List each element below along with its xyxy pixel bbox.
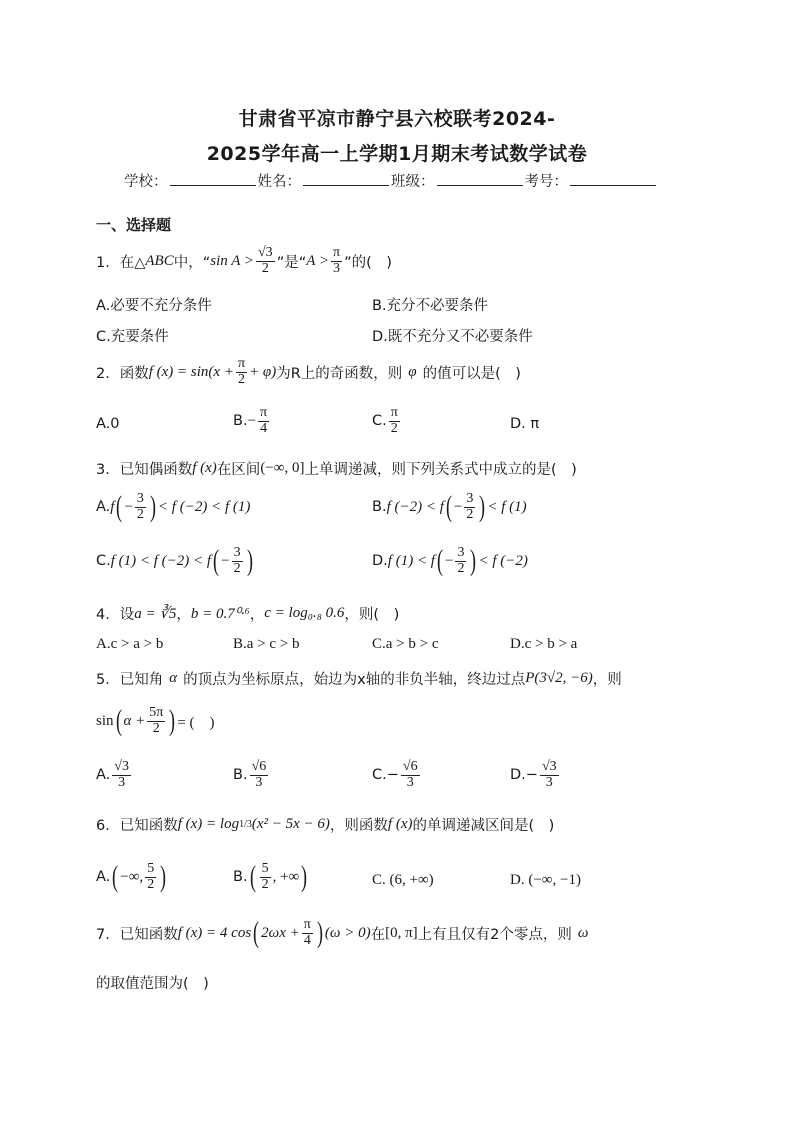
q3-option-a-paren-close: )	[149, 490, 156, 524]
q6-option-a-paren-close: )	[160, 860, 167, 894]
q7-expr-a: f (x) = 4 cos	[177, 924, 252, 941]
q4-sep-1: ，	[176, 607, 191, 623]
q3-option-a-tail: < f (−2) < f (1)	[157, 498, 251, 515]
question-3	[96, 458, 577, 479]
q5-option-c-label: C.−	[372, 767, 399, 784]
q4-b-expr: b = 0.7⁰·⁶	[190, 606, 250, 622]
q6-number: 6．	[96, 818, 120, 834]
q5-option-a[interactable]	[96, 760, 133, 790]
q5-option-d[interactable]	[510, 760, 561, 790]
q1-triangle: ABC	[145, 252, 174, 269]
q2-expr-a: f (x) = sin(x +	[148, 363, 234, 380]
q7-expr-b: 2ωx +	[261, 924, 300, 941]
q5-option-c[interactable]	[372, 760, 422, 790]
q3-option-a-label: A.	[96, 499, 111, 516]
name-blank[interactable]	[303, 173, 389, 186]
q3-interval: (−∞, 0]	[260, 460, 305, 476]
q6-option-a-label: A.	[96, 869, 111, 886]
q5-line2-tail: = ( )	[177, 714, 215, 731]
q1-number: 1．	[96, 254, 120, 271]
q2-option-c-fraction: $\frac{\pi}{2}$	[390, 405, 398, 436]
q1-rhs: A >	[306, 252, 329, 269]
q3-option-c[interactable]	[96, 546, 255, 576]
q3-option-d-tail: < f (−2)	[478, 552, 528, 569]
q3-option-c-mid: f (1) < f (−2) < f	[110, 552, 212, 569]
question-7	[96, 918, 588, 948]
q3-option-a-fraction: $\frac{3}{2}$	[136, 491, 144, 522]
q1-option-a[interactable]: A.必要不充分条件	[96, 298, 212, 314]
q3-option-c-paren-close: )	[246, 544, 253, 578]
q5-paren-open: (	[115, 704, 122, 738]
q6-base: 1/3	[239, 819, 252, 830]
q5-alpha-plus: α +	[123, 712, 146, 729]
q6-option-a-paren-open: (	[112, 860, 119, 894]
q1-mid: ”是“	[276, 254, 307, 271]
q3-option-c-minus: −	[221, 552, 230, 569]
q6-option-d[interactable]: D. (−∞, −1)	[510, 872, 581, 888]
q3-text-b: 在区间	[216, 462, 261, 478]
q5-tail: ，则	[592, 672, 622, 688]
q6-fx: f (x)	[387, 816, 413, 832]
q3-option-b[interactable]	[372, 492, 527, 522]
q6-option-b-paren-close: )	[301, 860, 308, 894]
q3-option-c-fraction: $\frac{3}{2}$	[233, 545, 241, 576]
q2-text-a: 函数	[119, 365, 149, 382]
q3-tail: 上单调递减，则下列关系式中成立的是( )	[304, 462, 577, 478]
q5-option-b-fraction: $\frac{√6}{3}$	[251, 759, 267, 790]
q7-number: 7．	[96, 926, 120, 943]
question-4	[96, 603, 399, 624]
q7-text-c: 上有且仅有2个零点，则	[417, 926, 572, 943]
q7-expr-c: (ω > 0)	[324, 924, 371, 941]
q3-option-b-tail: < f (1)	[487, 498, 527, 515]
q1-lhs: sin A >	[210, 252, 254, 269]
q2-expr-b: + φ)	[249, 363, 277, 380]
school-blank[interactable]	[170, 173, 256, 186]
q7-paren-open: (	[253, 916, 260, 950]
q3-option-a-minus: −	[124, 498, 133, 515]
q1-tail: ”的( )	[344, 254, 392, 271]
q3-option-b-paren-open: (	[445, 490, 452, 524]
q2-text-b: 为R上的奇函数，则	[276, 365, 403, 382]
q3-option-d[interactable]	[372, 546, 528, 576]
q6-option-a-fraction: $\frac{5}{2}$	[147, 861, 155, 892]
q1-text-a: 在△	[119, 254, 146, 271]
question-5-line-2	[96, 706, 215, 736]
title-line-2: 2025学年高一上学期1月期末考试数学试卷	[206, 143, 588, 165]
q6-text-b: ，则函数	[329, 818, 388, 834]
q3-option-d-label: D.	[372, 553, 388, 570]
q2-phi: φ	[408, 363, 417, 380]
q6-expr: f (x) = log	[177, 816, 240, 832]
q7-paren-close: )	[316, 916, 323, 950]
q5-text-a: 已知角	[119, 672, 164, 688]
name-label: 姓名：	[257, 174, 301, 190]
q2-number: 2．	[96, 365, 120, 382]
q5-option-b-label: B.	[233, 767, 248, 784]
q1-option-d[interactable]: D.既不充分又不必要条件	[372, 329, 533, 345]
question-5	[96, 668, 622, 689]
class-blank[interactable]	[437, 173, 523, 186]
q3-option-a-paren-open: (	[116, 490, 123, 524]
class-label: 班级：	[391, 174, 435, 190]
q4-option-b[interactable]: B.a > c > b	[233, 636, 300, 652]
q5-option-c-fraction: $\frac{√6}{3}$	[402, 759, 418, 790]
q3-option-d-paren-close: )	[470, 544, 477, 578]
q3-option-d-mid: f (1) < f	[387, 552, 435, 569]
q4-option-c[interactable]: C.a > b > c	[372, 636, 439, 652]
q3-option-b-minus: −	[453, 498, 463, 515]
q2-option-a[interactable]: A.0	[96, 416, 120, 432]
q5-fraction: $\frac{5\pi}{2}$	[149, 705, 164, 736]
q2-option-d[interactable]: D. π	[510, 416, 540, 432]
q3-option-c-label: C.	[96, 553, 111, 570]
q6-arg: (x² − 5x − 6)	[251, 816, 330, 832]
q6-option-a-left: −∞,	[120, 868, 144, 885]
q5-paren-close: )	[169, 704, 176, 738]
q5-alpha: α	[169, 670, 178, 686]
q5-option-a-fraction: $\frac{√3}{3}$	[114, 759, 129, 790]
q4-tail: ，则( )	[344, 607, 400, 623]
q7-text-b: 在	[370, 926, 386, 943]
q6-option-b-paren-open: (	[249, 860, 256, 894]
q7-text-a: 已知函数	[119, 926, 178, 943]
q6-option-b-label: B.	[233, 869, 248, 886]
q6-option-b-right: , +∞	[272, 868, 300, 885]
q6-option-b-fraction: $\frac{5}{2}$	[261, 861, 269, 892]
q3-text-a: 已知偶函数	[119, 462, 193, 478]
q5-point: P(3√2, −6)	[525, 670, 593, 686]
q2-fraction: $\frac{\pi}{2}$	[237, 356, 246, 387]
q5-option-d-fraction: $\frac{√3}{3}$	[541, 759, 557, 790]
q2-option-b-label: B.	[233, 413, 248, 430]
q4-sep-2: ，	[249, 607, 265, 623]
q3-option-b-mid: f (−2) < f	[386, 498, 444, 515]
q3-option-d-minus: −	[444, 552, 454, 569]
q3-option-d-paren-open: (	[436, 544, 443, 578]
q1-option-c[interactable]: C.充要条件	[96, 329, 169, 345]
q2-option-c[interactable]	[372, 406, 402, 436]
q3-fx: f (x)	[192, 460, 217, 476]
section-title: 一、选择题	[96, 216, 172, 234]
q6-option-b[interactable]	[233, 862, 309, 892]
exam-number-blank[interactable]	[570, 173, 656, 186]
q5-option-b[interactable]	[233, 760, 270, 790]
q1-fraction-1: $\frac{√3}{2}$	[258, 245, 273, 276]
question-2	[96, 357, 521, 387]
q2-option-b-fraction: $\frac{\pi}{4}$	[260, 405, 268, 436]
q5-option-d-label: D.−	[510, 767, 538, 784]
q6-option-a[interactable]	[96, 862, 168, 892]
student-info-row	[124, 170, 658, 191]
exam-number-label: 考号：	[524, 174, 568, 190]
q4-option-a[interactable]: A.c > a > b	[96, 636, 164, 652]
q1-fraction-2: $\frac{\pi}{3}$	[332, 245, 341, 276]
q5-text-b: 的顶点为坐标原点，始边为x轴的非负半轴，终边过点	[183, 672, 526, 688]
q6-text-a: 已知函数	[119, 818, 178, 834]
q1-option-b[interactable]: B.充分不必要条件	[372, 298, 489, 314]
q3-option-a[interactable]	[96, 492, 250, 522]
q4-number: 4．	[96, 607, 120, 623]
q4-c-expr: c = log₀.₈ 0.6	[264, 605, 345, 621]
title-line-1: 甘肃省平凉市静宁县六校联考2024-	[238, 108, 556, 130]
q4-a-expr: a = ∛5	[134, 606, 177, 622]
q3-option-c-paren-open: (	[213, 544, 220, 578]
school-label: 学校：	[124, 174, 168, 190]
q3-number: 3．	[96, 462, 120, 478]
q6-tail: 的单调递减区间是( )	[412, 818, 555, 834]
q7-fraction: $\frac{\pi}{4}$	[303, 917, 311, 948]
q2-tail: 的值可以是( )	[422, 365, 521, 382]
q3-option-b-fraction: $\frac{3}{2}$	[466, 491, 474, 522]
q2-option-b[interactable]	[233, 406, 271, 436]
q1-text-b: 中，“	[173, 254, 211, 271]
q7-line-2: 的取值范围为( )	[96, 976, 209, 992]
q4-text-a: 设	[119, 607, 135, 623]
q3-option-d-fraction: $\frac{3}{2}$	[457, 545, 465, 576]
q2-option-c-label: C.	[372, 413, 387, 430]
q5-option-a-label: A.	[96, 767, 111, 784]
q3-option-b-paren-close: )	[479, 490, 486, 524]
q3-option-b-label: B.	[372, 499, 387, 516]
q5-sin: sin	[96, 712, 114, 729]
q4-option-d[interactable]: D.c > b > a	[510, 636, 578, 652]
q5-number: 5．	[96, 672, 120, 688]
question-6	[96, 814, 554, 835]
q2-option-b-sign: −	[247, 412, 257, 429]
q7-omega: ω	[577, 924, 589, 941]
q6-option-c[interactable]: C. (6, +∞)	[372, 872, 434, 888]
q3-option-a-f: f	[110, 498, 115, 515]
question-1	[96, 246, 392, 276]
q7-interval: [0, π]	[385, 924, 418, 941]
